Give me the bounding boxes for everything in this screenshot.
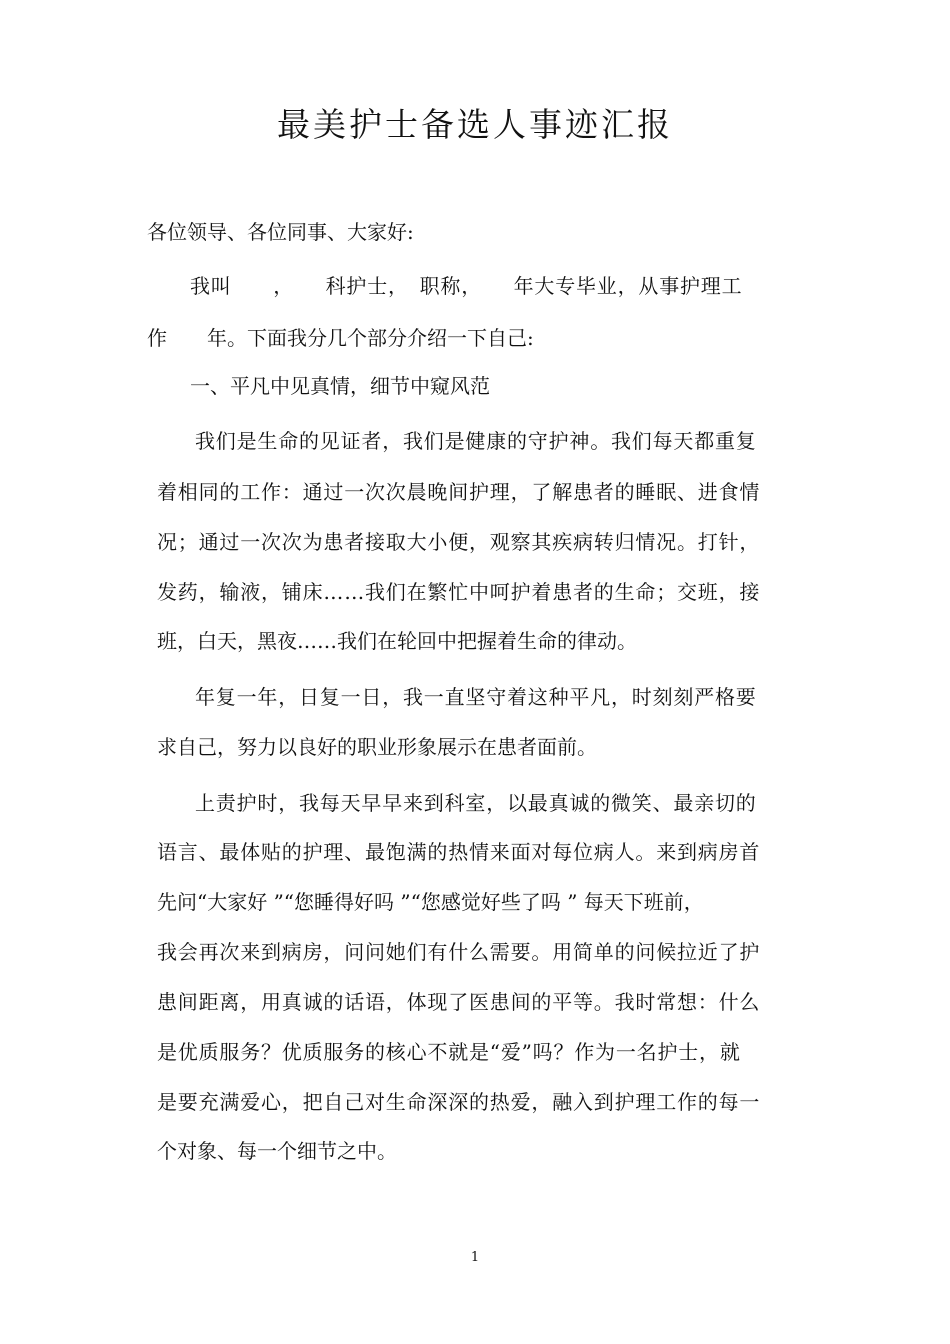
paragraph-line: 班，白天，黑夜……我们在轮回中把握着生命的律动。 bbox=[157, 629, 637, 653]
paragraph-line: 我会再次来到病房，问问她们有什么需要。用简单的问候拉近了护 bbox=[157, 940, 761, 964]
paragraph-line: 上责护时，我每天早早来到科室，以最真诚的微笑、最亲切的 bbox=[195, 791, 757, 815]
paragraph-line: 年复一年，日复一日，我一直坚守着这种平凡，时刻刻严格要 bbox=[195, 685, 757, 709]
document-title: 最美护士备选人事迹汇报 bbox=[277, 105, 673, 144]
paragraph-line: 况；通过一次次为患者接取大小便，观察其疾病转归情况。打针， bbox=[157, 530, 761, 554]
section-heading: 一、平凡中见真情，细节中窥风范 bbox=[190, 374, 490, 398]
page-number: 1 bbox=[470, 1250, 480, 1265]
paragraph-line: 先问“大家好 ”“您睡得好吗 ”“您感觉好些了吗 ” 每天下班前， bbox=[157, 890, 704, 914]
paragraph-line: 患间距离，用真诚的话语，体现了医患间的平等。我时常想：什么 bbox=[157, 990, 761, 1014]
paragraph-line: 发药，输液，铺床……我们在繁忙中呵护着患者的生命；交班，接 bbox=[157, 580, 761, 604]
paragraph-line: 是优质服务？优质服务的核心不就是“爱”吗？作为一名护士，就 bbox=[157, 1040, 741, 1064]
paragraph-line: 求自己，努力以良好的职业形象展示在患者面前。 bbox=[157, 735, 597, 759]
greeting: 各位领导、各位同事、大家好: bbox=[147, 220, 414, 244]
paragraph-line: 我们是生命的见证者，我们是健康的守护神。我们每天都重复 bbox=[195, 429, 757, 453]
intro-line: 我叫 ， 科护士， 职称， 年大专毕业，从事护理工 bbox=[190, 274, 743, 298]
paragraph-line: 着相同的工作：通过一次次晨晚间护理，了解患者的睡眠、进食情 bbox=[157, 480, 761, 504]
intro-line: 作 年。下面我分几个部分介绍一下自己: bbox=[147, 326, 534, 350]
paragraph-line: 语言、最体贴的护理、最饱满的热情来面对每位病人。来到病房首 bbox=[157, 840, 761, 864]
paragraph-line: 个对象、每一个细节之中。 bbox=[157, 1139, 397, 1163]
paragraph-line: 是要充满爱心，把自己对生命深深的热爱，融入到护理工作的每一 bbox=[157, 1090, 761, 1114]
